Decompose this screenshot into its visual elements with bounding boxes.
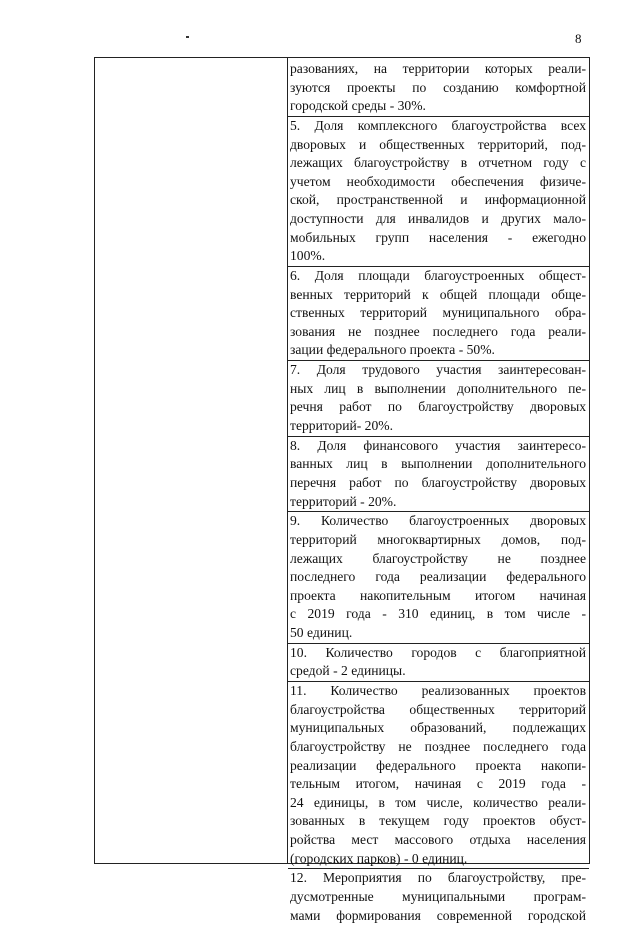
text-line: тельным итогом, начиная с 2019 года - [290, 776, 586, 792]
text-line: ванных лиц в выполнении дополнительного [290, 456, 586, 472]
text-line: ных лиц в выполнении дополнительного пе- [290, 380, 586, 396]
table-row [288, 437, 589, 513]
text-line: 8. Доля финансового участия заинтересо- [290, 437, 586, 453]
table-row [288, 682, 589, 869]
text-line: 5. Доля комплексного благоустройства всех [290, 118, 586, 133]
text-line: 9. Количество благоустроенных дворовых [290, 513, 586, 529]
text-line: разованиях, на территории которых реали- [290, 61, 586, 76]
text-line: доступности для инвалидов и других мало- [290, 211, 586, 226]
table-row [288, 361, 589, 437]
text-line: дусмотренные муниципальными програм- [290, 888, 586, 904]
text-line: ской, пространственной и информационной [290, 192, 586, 208]
text-line: зования не позднее последнего года реали- [290, 323, 586, 339]
text-line: городской среды - 30%. [290, 98, 426, 114]
text-line: реализации федерального проекта накопи- [290, 757, 586, 773]
table-row [288, 644, 589, 682]
text-line: зуются проекты по созданию комфортной [290, 79, 586, 95]
text-line: благоустройству не позднее последнего года [290, 738, 586, 754]
text-line: благоустройства общественных территорий [290, 701, 586, 717]
text-line: перечня работ по благоустройству дворовых [290, 474, 586, 490]
text-line: территорий- 20%. [290, 417, 393, 433]
text-line: проекта накопительным итогом начиная [290, 587, 586, 603]
scan-speck [186, 36, 189, 38]
text-line: 12. Мероприятия по благоустройству, пре- [290, 870, 586, 886]
text-line: 24 единицы, в том числе, количество реали- [290, 794, 586, 810]
text-line: лежащих благоустройству в отчетном году с [290, 155, 586, 171]
text-line: венных территорий к общей площади обще- [290, 286, 586, 302]
text-line: территорий - 20%. [290, 493, 397, 509]
text-line: 11. Количество реализованных проектов [290, 683, 586, 699]
text-line: 100%. [290, 248, 326, 264]
text-line: (городских парков) - 0 единиц. [290, 850, 468, 866]
text-line: ственных территорий муниципального обра- [290, 305, 586, 321]
table-right-column [288, 58, 589, 923]
text-line: территорий многоквартирных домов, под- [290, 531, 586, 547]
text-line: лежащих благоустройству не позднее [290, 550, 586, 566]
text-line: муниципальных образований, подлежащих [290, 720, 586, 736]
table-row [288, 117, 589, 267]
text-line: речня работ по благоустройству дворовых [290, 399, 586, 415]
table-row [288, 58, 589, 117]
table-row [288, 869, 589, 926]
text-line: зованных в текущем году проектов обуст- [290, 813, 586, 829]
text-line: учетом необходимости обеспечения физиче- [290, 173, 586, 189]
table-row [288, 267, 589, 361]
text-line: с 2019 года - 310 единиц, в том числе - [290, 606, 586, 622]
table-row [288, 512, 589, 643]
text-line: ройства мест массового отдыха населения [290, 831, 586, 847]
text-line: мобильных групп населения - ежегодно [290, 229, 586, 245]
text-line: зации федерального проекта - 50%. [290, 342, 495, 358]
document-table [94, 57, 590, 923]
page-number: 8 [575, 31, 582, 46]
table-left-column [95, 58, 288, 863]
text-line: средой - 2 единицы. [290, 663, 406, 679]
text-line: 50 единиц. [290, 624, 353, 640]
text-line: 10. Количество городов с благоприятной [290, 644, 586, 660]
text-line: последнего года реализации федерального [290, 569, 586, 585]
text-line: 6. Доля площади благоустроенных общест- [290, 268, 586, 283]
text-line: 7. Доля трудового участия заинтересован- [290, 362, 586, 378]
text-line: дворовых и общественных территорий, под- [290, 136, 586, 152]
text-line: мами формирования современной городской [290, 907, 586, 923]
